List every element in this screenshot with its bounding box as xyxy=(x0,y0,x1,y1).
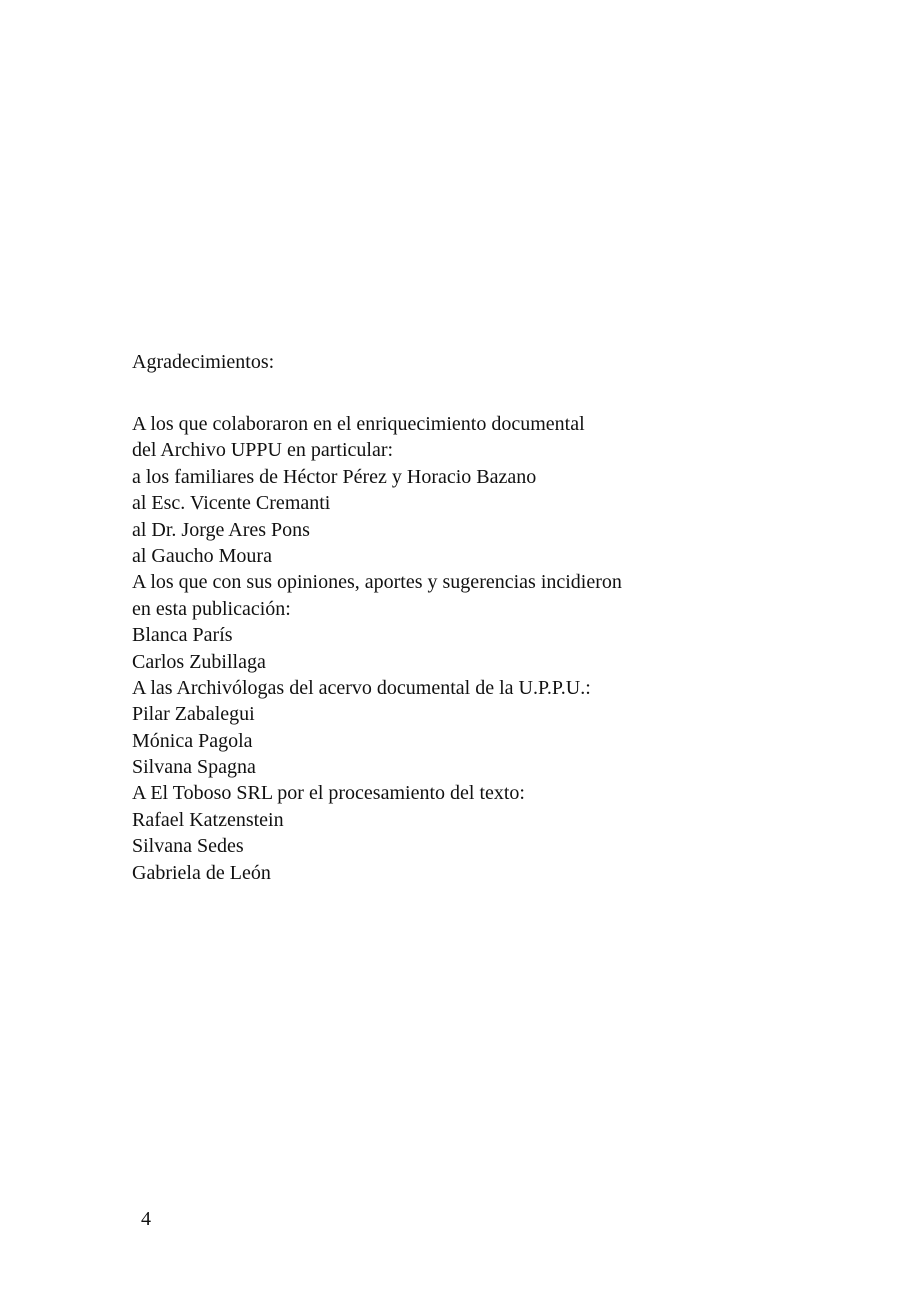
text-line: Blanca París xyxy=(132,624,233,647)
acknowledgements-heading: Agradecimientos: xyxy=(132,351,275,373)
text-line: A los que con sus opiniones, aportes y sugerencias incidieron xyxy=(132,571,622,594)
text-line: en esta publicación: xyxy=(132,597,291,620)
text-line: Pilar Zabalegui xyxy=(132,703,255,726)
text-line: A El Toboso SRL por el procesamiento del texto: xyxy=(132,782,525,805)
text-line: A las Archivólogas del acervo documental de la U.P.P.U.: xyxy=(132,676,591,699)
text-line: Mónica Pagola xyxy=(132,729,253,752)
text-line: al Dr. Jorge Ares Pons xyxy=(132,518,310,541)
text-line: Rafael Katzenstein xyxy=(132,808,284,831)
text-line: al Gaucho Moura xyxy=(132,544,272,567)
text-line: Carlos Zubillaga xyxy=(132,650,266,673)
text-line: a los familiares de Héctor Pérez y Horacio Bazano xyxy=(132,465,537,488)
page-number: 4 xyxy=(141,1208,151,1230)
text-line: Silvana Spagna xyxy=(132,756,256,779)
acknowledgements-list xyxy=(132,411,622,886)
text-line: Gabriela de León xyxy=(132,861,271,884)
text-line: Silvana Sedes xyxy=(132,835,244,858)
text-line: del Archivo UPPU en particular: xyxy=(132,439,394,462)
text-line: al Esc. Vicente Cremanti xyxy=(132,492,331,515)
text-line: A los que colaboraron en el enriquecimiento documental xyxy=(132,413,585,435)
